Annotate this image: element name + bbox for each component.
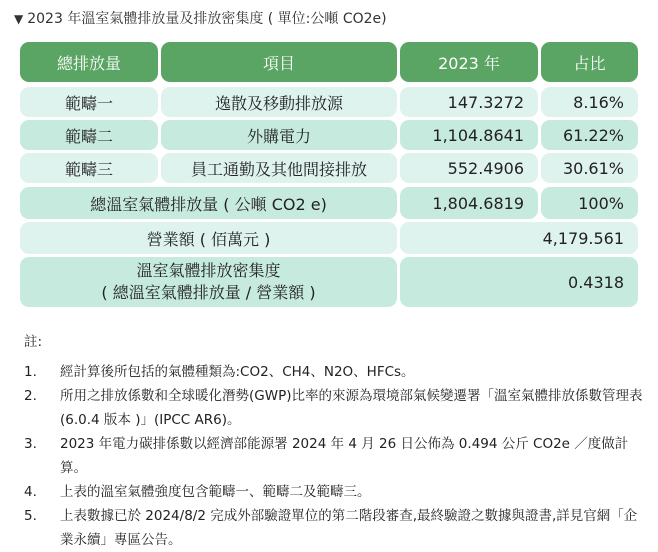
note-item bbox=[24, 360, 650, 384]
note-number: 2. bbox=[24, 388, 37, 404]
scope-2-item: 外購電力 bbox=[161, 120, 397, 150]
revenue-label: 營業額 ( 佰萬元 ) bbox=[20, 222, 397, 254]
note-item bbox=[24, 384, 650, 432]
scope-3-share: 30.61% bbox=[541, 153, 638, 183]
note-item bbox=[24, 432, 650, 480]
note-text: 上表數據已於 2024/8/2 完成外部驗證單位的第二階段審查,最終驗證之數據與證書,詳見官網「企業永續」專區公告。 bbox=[60, 508, 638, 548]
scope-2-value: 1,104.8641 bbox=[400, 120, 538, 150]
note-item bbox=[24, 504, 650, 552]
scope-2-share: 61.22% bbox=[541, 120, 638, 150]
header-share: 占比 bbox=[541, 42, 638, 82]
total-emissions-label: 總溫室氣體排放量 ( 公噸 CO2 e) bbox=[20, 187, 397, 219]
scope-1-share: 8.16% bbox=[541, 87, 638, 117]
table-title-text: 2023 年溫室氣體排放量及排放密集度 ( 單位:公噸 CO2e) bbox=[27, 11, 387, 27]
total-emissions-value: 1,804.6819 bbox=[400, 187, 538, 219]
scope-1-item: 逸散及移動排放源 bbox=[161, 87, 397, 117]
note-text: 2023 年電力碳排係數以經濟部能源署 2024 年 4 月 26 日公佈為 0.494 公斤 CO2e ／度做計算。 bbox=[60, 436, 629, 476]
note-number: 3. bbox=[24, 436, 37, 452]
note-number: 4. bbox=[24, 484, 37, 500]
header-item: 項目 bbox=[161, 42, 397, 82]
scope-3-label: 範疇三 bbox=[20, 153, 158, 183]
notes-section bbox=[24, 330, 650, 552]
note-text: 所用之排放係數和全球暖化潛勢(GWP)比率的來源為環境部氣候變遷署「溫室氣體排放係數管理表 (6.0.4 版本 )」(IPCC AR6)。 bbox=[60, 388, 643, 428]
scope-3-item: 員工通勤及其他間接排放 bbox=[161, 153, 397, 183]
note-number: 1. bbox=[24, 364, 37, 380]
scope-3-value: 552.4906 bbox=[400, 153, 538, 183]
intensity-label-line-2: ( 總溫室氣體排放量 / 營業額 ) bbox=[101, 283, 316, 302]
triangle-down-icon: ▼ bbox=[14, 12, 24, 26]
total-emissions-share: 100% bbox=[541, 187, 638, 219]
scope-2-label: 範疇二 bbox=[20, 120, 158, 150]
scope-1-label: 範疇一 bbox=[20, 87, 158, 117]
header-year-2023: 2023 年 bbox=[400, 42, 538, 82]
note-number: 5. bbox=[24, 508, 37, 524]
table-title bbox=[14, 8, 387, 28]
header-total-emissions: 總排放量 bbox=[20, 42, 158, 82]
notes-heading: 註: bbox=[24, 334, 43, 350]
note-text: 上表的溫室氣體強度包含範疇一、範疇二及範疇三。 bbox=[60, 484, 371, 500]
revenue-value: 4,179.561 bbox=[400, 222, 638, 254]
intensity-label-line-1: 溫室氣體排放密集度 bbox=[136, 261, 281, 280]
note-item bbox=[24, 480, 650, 504]
scope-1-value: 147.3272 bbox=[400, 87, 538, 117]
intensity-label bbox=[20, 257, 397, 307]
note-text: 經計算後所包括的氣體種類為:CO2、CH4、N2O、HFCs。 bbox=[60, 364, 415, 380]
intensity-value: 0.4318 bbox=[400, 257, 638, 307]
